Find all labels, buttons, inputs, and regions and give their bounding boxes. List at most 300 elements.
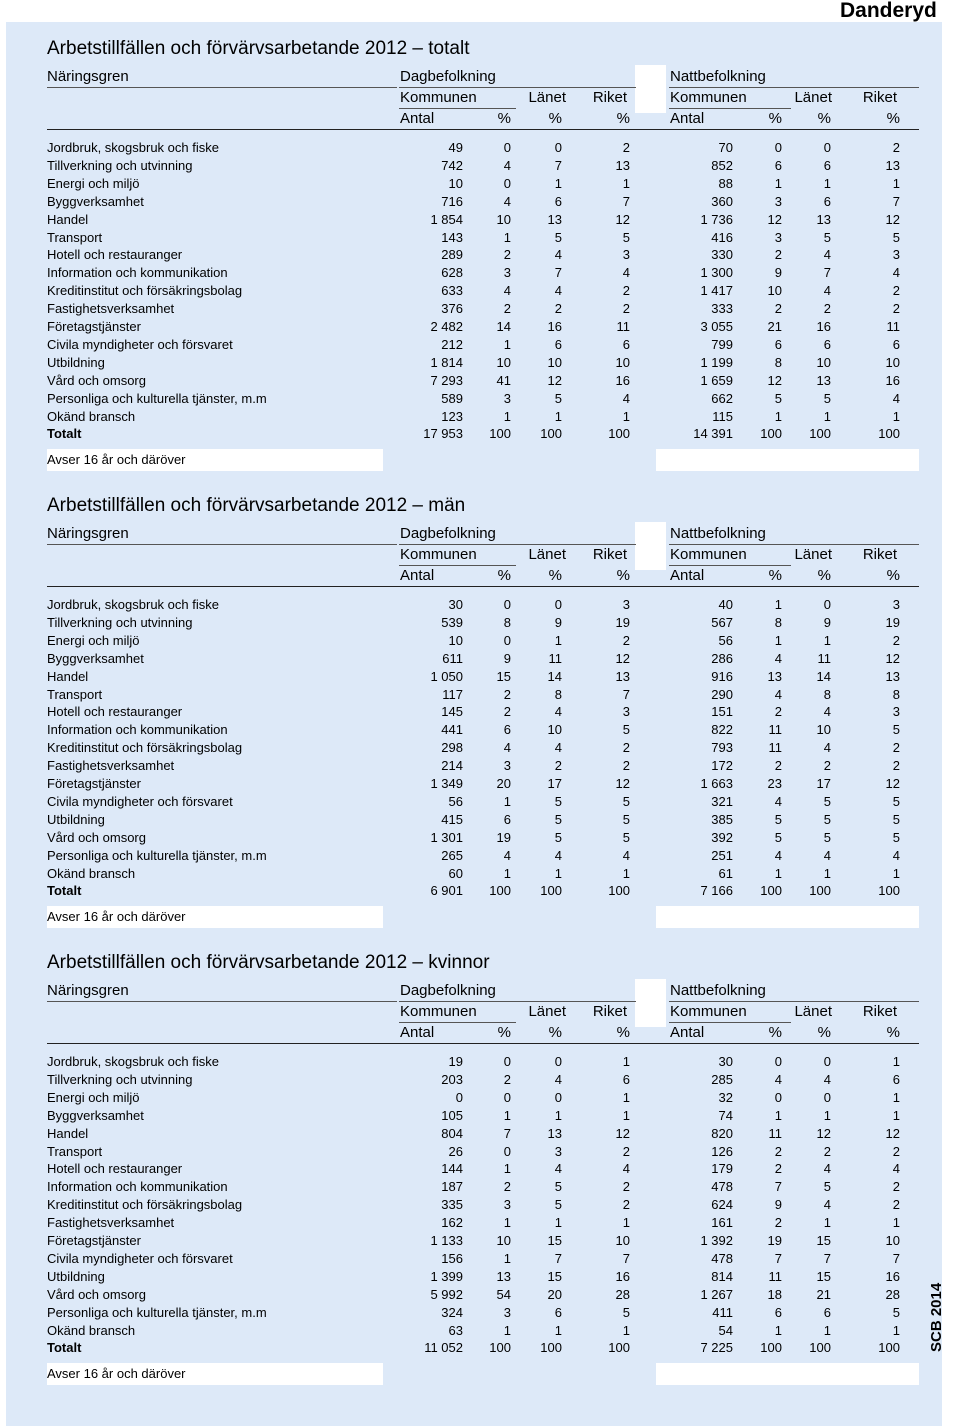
table-cell: 4 [823, 847, 831, 863]
table-cell: 2 [554, 301, 562, 317]
table-cell: 8 [774, 614, 782, 630]
table-cell: 4 [554, 704, 562, 720]
table-cell: 11 052 [424, 1340, 463, 1356]
industry-name: Energi och miljö [47, 1089, 140, 1105]
table-cell: 2 [554, 758, 562, 774]
industry-name: Kreditinstitut och försäkringsbolag [47, 1197, 243, 1213]
table-cell: 28 [615, 1286, 630, 1302]
table-cell: 1 [503, 229, 511, 245]
table-cell: 179 [711, 1161, 733, 1177]
night-riket-header: Riket [862, 89, 897, 106]
table-cell: 4 [554, 1161, 562, 1177]
table-cell: 5 [823, 793, 831, 809]
table-cell: 1 301 [430, 829, 463, 845]
table-cell: 3 [503, 758, 511, 774]
region-title: Danderyd [840, 0, 937, 22]
day-population-header: Dagbefolkning [400, 525, 496, 542]
table-cell: 4 [774, 847, 782, 863]
table-footnote: Avser 16 år och däröver [47, 909, 186, 925]
table-section [6, 38, 942, 478]
table-cell: 19 [615, 614, 630, 630]
table-cell: 16 [615, 1268, 630, 1284]
table-cell: 7 [622, 193, 630, 209]
table-cell: 4 [554, 247, 562, 263]
table-cell: 5 [622, 229, 630, 245]
night-population-header: Nattbefolkning [670, 525, 766, 542]
table-cell: 4 [503, 157, 511, 173]
table-cell: 1 [823, 865, 831, 881]
table-cell: 1 [622, 865, 630, 881]
table-cell: 21 [767, 319, 782, 334]
table-cell: 100 [489, 883, 511, 899]
table-cell: 5 [823, 390, 831, 406]
table-cell: 10 [615, 1233, 630, 1248]
table-cell: 7 [554, 1250, 562, 1266]
table-cell: 0 [503, 632, 511, 648]
table-cell: 1 [622, 1054, 630, 1069]
night-kommunen-header: Kommunen [670, 1003, 747, 1020]
table-cell: 1 [503, 1250, 511, 1266]
table-cell: 19 [885, 614, 900, 630]
table-cell: 88 [718, 175, 733, 191]
table-cell: 21 [816, 1286, 831, 1302]
table-cell: 1 [774, 1107, 782, 1123]
table-cell: 820 [711, 1125, 733, 1141]
table-cell: 12 [615, 211, 630, 227]
table-cell: 1 [503, 1161, 511, 1177]
industry-name: Fastighetsverksamhet [47, 758, 175, 774]
day-antal-header: Antal [400, 110, 435, 127]
table-cell: 5 [622, 793, 630, 809]
table-cell: 2 482 [430, 319, 463, 334]
industry-name: Energi och miljö [47, 175, 140, 191]
table-cell: 151 [711, 704, 733, 720]
percent-header: % [497, 110, 511, 127]
header-bottom-rule [47, 1043, 919, 1044]
industry-name: Transport [47, 686, 103, 702]
table-cell: 6 901 [430, 883, 463, 899]
table-cell: 30 [718, 1054, 733, 1069]
table-cell: 4 [622, 390, 630, 406]
industry-name: Byggverksamhet [47, 1107, 144, 1123]
table-cell: 100 [878, 1340, 900, 1356]
table-cell: 415 [441, 811, 463, 827]
table-cell: 10 [448, 632, 463, 648]
table-cell: 12 [816, 1125, 831, 1141]
table-cell: 17 [816, 776, 831, 791]
table-cell: 100 [760, 883, 782, 899]
industry-name: Personliga och kulturella tjänster, m.m [47, 847, 267, 863]
table-cell: 4 [823, 247, 831, 263]
percent-header: % [616, 110, 630, 127]
table-cell: 5 [554, 229, 562, 245]
table-cell: 10 [885, 354, 900, 370]
percent-header: % [616, 567, 630, 584]
table-cell: 1 [774, 408, 782, 424]
table-cell: 30 [448, 597, 463, 612]
table-cell: 7 [622, 1250, 630, 1266]
table-cell: 74 [718, 1107, 733, 1123]
table-cell: 1 300 [700, 265, 733, 281]
table-cell: 18 [767, 1286, 782, 1302]
table-cell: 6 [622, 336, 630, 352]
table-cell: 100 [809, 426, 831, 442]
table-cell: 1 [774, 1322, 782, 1338]
table-cell: 6 [622, 1071, 630, 1087]
table-cell: 11 [768, 1125, 782, 1141]
table-cell: 3 [892, 704, 900, 720]
table-cell: 0 [823, 1089, 831, 1105]
header-separator [635, 522, 666, 570]
table-cell: 10 [885, 1233, 900, 1248]
table-cell: 12 [885, 1125, 900, 1141]
table-cell: 330 [711, 247, 733, 263]
table-cell: 1 050 [430, 668, 463, 684]
table-cell: 61 [718, 865, 733, 881]
table-cell: 5 [892, 722, 900, 738]
table-cell: 1 [503, 408, 511, 424]
night-lanet-header: Länet [794, 89, 832, 106]
table-cell: 40 [718, 597, 733, 612]
table-cell: 0 [774, 1054, 782, 1069]
table-cell: 172 [711, 758, 733, 774]
table-cell: 1 [892, 865, 900, 881]
table-cell: 324 [441, 1304, 463, 1320]
table-footnote: Avser 16 år och däröver [47, 452, 186, 468]
table-cell: 12 [615, 776, 630, 791]
table-cell: 100 [540, 883, 562, 899]
table-cell: 0 [774, 140, 782, 155]
table-cell: 26 [448, 1143, 463, 1159]
table-cell: 126 [711, 1143, 733, 1159]
table-cell: 5 [622, 722, 630, 738]
table-cell: 4 [774, 1071, 782, 1087]
table-cell: 333 [711, 301, 733, 317]
table-cell: 7 [554, 157, 562, 173]
night-kommunen-rule [669, 108, 791, 109]
table-cell: 3 [503, 390, 511, 406]
table-cell: 5 [554, 1197, 562, 1213]
table-cell: 2 [892, 632, 900, 648]
industry-name: Fastighetsverksamhet [47, 1215, 175, 1231]
table-cell: 100 [489, 426, 511, 442]
industry-name: Okänd bransch [47, 1322, 136, 1338]
table-cell: 1 [554, 408, 562, 424]
table-cell: 6 [774, 157, 782, 173]
table-cell: 0 [823, 597, 831, 612]
table-cell: 2 [503, 686, 511, 702]
table-cell: 41 [496, 372, 511, 388]
industry-name: Civila myndigheter och försvaret [47, 1250, 233, 1266]
table-cell: 3 [503, 1304, 511, 1320]
table-cell: 7 [892, 193, 900, 209]
table-cell: 2 [622, 1197, 630, 1213]
table-cell: 5 [554, 811, 562, 827]
table-cell: 11 [886, 319, 900, 334]
table-cell: 8 [503, 614, 511, 630]
table-cell: 100 [608, 1340, 630, 1356]
table-cell: 3 [774, 229, 782, 245]
table-cell: 1 [892, 408, 900, 424]
table-cell: 251 [711, 847, 733, 863]
table-cell: 6 [554, 336, 562, 352]
table-cell: 16 [885, 1268, 900, 1284]
table-cell: 10 [615, 354, 630, 370]
day-kommunen-header: Kommunen [400, 89, 477, 106]
table-cell: 13 [615, 157, 630, 173]
footnote-area [656, 1363, 919, 1385]
table-cell: 161 [711, 1215, 733, 1231]
table-cell: 1 [774, 175, 782, 191]
table-cell: 0 [554, 1089, 562, 1105]
industry-name: Vård och omsorg [47, 1286, 146, 1302]
table-cell: 4 [823, 1197, 831, 1213]
table-cell: 1 814 [430, 354, 463, 370]
table-cell: 100 [608, 426, 630, 442]
table-cell: 7 [774, 1250, 782, 1266]
table-cell: 1 659 [700, 372, 733, 388]
table-cell: 633 [441, 283, 463, 299]
percent-header: % [886, 567, 900, 584]
table-cell: 1 [554, 1322, 562, 1338]
industry-name: Vård och omsorg [47, 829, 146, 845]
table-cell: 6 [554, 1304, 562, 1320]
table-cell: 7 [892, 1250, 900, 1266]
table-cell: 1 [503, 1322, 511, 1338]
table-cell: 716 [441, 193, 463, 209]
table-cell: 10 [496, 1233, 511, 1248]
table-cell: 2 [892, 301, 900, 317]
table-cell: 2 [622, 1179, 630, 1195]
table-cell: 2 [622, 632, 630, 648]
table-cell: 15 [547, 1233, 562, 1248]
table-cell: 1 267 [700, 1286, 733, 1302]
industry-name: Företagstjänster [47, 1233, 141, 1248]
table-cell: 4 [823, 740, 831, 756]
percent-header: % [817, 567, 831, 584]
table-cell: 32 [718, 1089, 733, 1105]
table-cell: 6 [823, 157, 831, 173]
table-cell: 2 [774, 1161, 782, 1177]
table-cell: 13 [885, 668, 900, 684]
table-cell: 100 [809, 1340, 831, 1356]
industry-name: Personliga och kulturella tjänster, m.m [47, 1304, 267, 1320]
table-cell: 628 [441, 265, 463, 281]
industry-name: Information och kommunikation [47, 1179, 228, 1195]
table-cell: 1 [503, 1215, 511, 1231]
table-cell: 100 [878, 883, 900, 899]
table-cell: 1 392 [700, 1233, 733, 1248]
header-bottom-rule [47, 586, 919, 587]
table-cell: 60 [448, 865, 463, 881]
table-cell: 17 953 [423, 426, 463, 442]
industry-name: Kreditinstitut och försäkringsbolag [47, 740, 243, 756]
table-cell: 6 [554, 193, 562, 209]
table-cell: 1 854 [430, 211, 463, 227]
table-cell: 100 [540, 1340, 562, 1356]
table-cell: 2 [503, 704, 511, 720]
night-header-rule [669, 1001, 919, 1002]
table-cell: 1 [823, 1215, 831, 1231]
table-cell: 100 [878, 426, 900, 442]
table-cell: 6 [774, 336, 782, 352]
day-lanet-header: Länet [528, 89, 566, 106]
table-cell: 56 [448, 793, 463, 809]
table-cell: 4 [892, 1161, 900, 1177]
table-cell: 1 [503, 793, 511, 809]
table-cell: 100 [809, 883, 831, 899]
table-cell: 144 [441, 1161, 463, 1177]
table-cell: 100 [489, 1340, 511, 1356]
table-cell: 11 [768, 1268, 782, 1284]
table-cell: 793 [711, 740, 733, 756]
table-cell: 478 [711, 1250, 733, 1266]
table-cell: 10 [448, 175, 463, 191]
table-cell: 2 [503, 1071, 511, 1087]
industry-header-rule [47, 544, 397, 545]
table-cell: 5 [622, 811, 630, 827]
table-cell: 662 [711, 390, 733, 406]
day-population-header: Dagbefolkning [400, 982, 496, 999]
table-footnote: Avser 16 år och däröver [47, 1366, 186, 1382]
table-cell: 4 [503, 740, 511, 756]
table-cell: 1 [892, 1089, 900, 1105]
industry-name: Okänd bransch [47, 865, 136, 881]
table-cell: 4 [622, 1161, 630, 1177]
footnote-area [656, 449, 919, 471]
percent-header: % [548, 1024, 562, 1041]
table-cell: 1 [774, 632, 782, 648]
table-cell: 0 [503, 1143, 511, 1159]
table-cell: 285 [711, 1071, 733, 1087]
industry-header: Näringsgren [47, 982, 129, 999]
table-cell: 212 [441, 336, 463, 352]
table-cell: 2 [892, 283, 900, 299]
industry-name: Transport [47, 1143, 103, 1159]
table-cell: 0 [554, 1054, 562, 1069]
table-cell: 5 [774, 390, 782, 406]
table-cell: 2 [892, 1197, 900, 1213]
table-cell: 3 [503, 265, 511, 281]
header-bottom-rule [47, 129, 919, 130]
table-cell: 28 [885, 1286, 900, 1302]
header-separator [635, 65, 666, 113]
day-kommunen-rule [399, 565, 516, 566]
table-cell: 742 [441, 157, 463, 173]
table-cell: 14 391 [693, 426, 733, 442]
table-cell: 10 [767, 283, 782, 299]
table-cell: 1 [892, 1215, 900, 1231]
table-cell: 203 [441, 1071, 463, 1087]
table-cell: 6 [892, 1071, 900, 1087]
table-cell: 105 [441, 1107, 463, 1123]
percent-header: % [548, 110, 562, 127]
day-lanet-header: Länet [528, 1003, 566, 1020]
table-cell: 11 [768, 740, 782, 756]
industry-name: Energi och miljö [47, 632, 140, 648]
table-section [6, 952, 942, 1392]
table-cell: 2 [823, 301, 831, 317]
table-cell: 5 [892, 793, 900, 809]
table-cell: 123 [441, 408, 463, 424]
night-lanet-header: Länet [794, 1003, 832, 1020]
section-title: Arbetstillfällen och förvärvsarbetande 2012 – totalt [47, 38, 470, 59]
industry-name: Information och kommunikation [47, 722, 228, 738]
table-cell: 589 [441, 390, 463, 406]
table-cell: 15 [816, 1233, 831, 1248]
day-lanet-header: Länet [528, 546, 566, 563]
table-cell: 4 [554, 740, 562, 756]
table-cell: 624 [711, 1197, 733, 1213]
day-header-rule [399, 1001, 636, 1002]
section-title: Arbetstillfällen och förvärvsarbetande 2012 – kvinnor [47, 952, 490, 973]
table-cell: 12 [615, 1125, 630, 1141]
table-cell: 6 [823, 193, 831, 209]
table-cell: 214 [441, 758, 463, 774]
table-cell: 2 [774, 758, 782, 774]
table-cell: 2 [823, 758, 831, 774]
table-cell: 5 [622, 1304, 630, 1320]
table-cell: 0 [823, 1054, 831, 1069]
table-cell: 3 [892, 247, 900, 263]
industry-name: Hotell och restauranger [47, 247, 183, 263]
table-cell: 321 [711, 793, 733, 809]
table-cell: 2 [503, 1179, 511, 1195]
table-cell: 7 225 [700, 1340, 733, 1356]
table-cell: 19 [767, 1233, 782, 1248]
table-cell: 2 [774, 301, 782, 317]
table-cell: 162 [441, 1215, 463, 1231]
table-cell: 1 663 [700, 776, 733, 791]
table-cell: 2 [823, 1143, 831, 1159]
industry-name: Civila myndigheter och försvaret [47, 336, 233, 352]
table-cell: 9 [774, 1197, 782, 1213]
table-cell: 4 [622, 265, 630, 281]
industry-name: Byggverksamhet [47, 650, 144, 666]
section-title: Arbetstillfällen och förvärvsarbetande 2012 – män [47, 495, 466, 516]
table-cell: 416 [711, 229, 733, 245]
table-cell: 1 349 [430, 776, 463, 791]
table-cell: 8 [892, 686, 900, 702]
industry-name: Personliga och kulturella tjänster, m.m [47, 390, 267, 406]
table-cell: 4 [554, 283, 562, 299]
table-cell: 0 [554, 140, 562, 155]
industry-name: Tillverkning och utvinning [47, 157, 193, 173]
table-cell: 63 [448, 1322, 463, 1338]
table-cell: 1 [622, 1215, 630, 1231]
table-cell: 1 [622, 1089, 630, 1105]
night-header-rule [669, 544, 919, 545]
industry-name: Handel [47, 1125, 89, 1141]
table-cell: 12 [885, 776, 900, 791]
table-cell: 4 [892, 390, 900, 406]
night-population-header: Nattbefolkning [670, 68, 766, 85]
table-cell: 265 [441, 847, 463, 863]
table-cell: 2 [622, 301, 630, 317]
table-cell: 10 [547, 722, 562, 738]
table-cell: 5 [823, 829, 831, 845]
table-cell: 16 [547, 319, 562, 334]
table-cell: 1 [892, 175, 900, 191]
night-header-rule [669, 87, 919, 88]
publisher-stamp: SCB 2014 [928, 1282, 945, 1352]
table-cell: 1 [823, 1322, 831, 1338]
table-cell: 2 [892, 758, 900, 774]
table-cell: 10 [496, 354, 511, 370]
table-cell: 1 [622, 175, 630, 191]
table-cell: 3 [503, 1197, 511, 1213]
industry-name: Utbildning [47, 1268, 105, 1284]
